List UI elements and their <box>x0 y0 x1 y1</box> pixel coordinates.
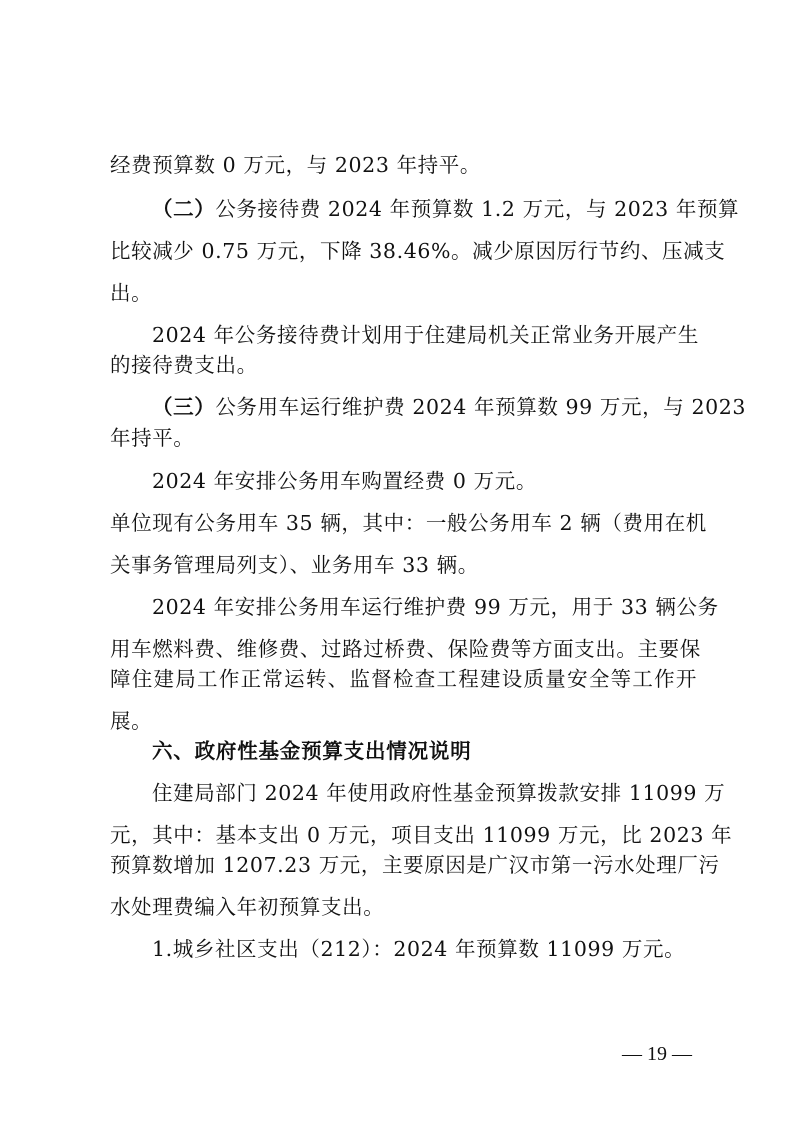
text-line-21: 1.城乡社区支出（212）：2024 年预算数 11099 万元。 <box>152 937 686 961</box>
text-line-17: 住建局部门 2024 年使用政府性基金预算拨款安排 11099 万 <box>152 781 726 805</box>
page-number: — 19 — <box>622 1043 692 1065</box>
section-marker-2: （二） <box>152 197 216 221</box>
section-marker-3: （三） <box>152 395 216 419</box>
text-line-20: 水处理费编入年初预算支出。 <box>110 895 385 919</box>
text-line-19: 预算数增加 1207.23 万元，主要原因是广汉市第一污水处理厂污 <box>110 853 720 877</box>
text-line-12: 2024 年安排公务用车运行维护费 99 万元，用于 33 辆公务 <box>152 595 719 619</box>
text-line-15: 展。 <box>110 709 153 733</box>
text-line-10: 单位现有公务用车 35 辆，其中：一般公务用车 2 辆（费用在机 <box>110 511 707 535</box>
text-line-4: 出。 <box>110 281 153 305</box>
text-line-5: 2024 年公务接待费计划用于住建局机关正常业务开展产生 <box>152 323 699 347</box>
text-line-14: 障住建局工作正常运转、监督检查工程建设质量安全等工作开 <box>110 667 697 691</box>
text-line-1: 经费预算数 0 万元，与 2023 年持平。 <box>110 153 481 177</box>
text-line-11: 关事务管理局列支）、业务用车 33 辆。 <box>110 553 479 577</box>
text-line-9: 2024 年安排公务用车购置经费 0 万元。 <box>152 469 537 493</box>
text-line-2-content: 公务接待费 2024 年预算数 1.2 万元，与 2023 年预算 <box>215 197 740 221</box>
text-line-18: 元，其中：基本支出 0 万元，项目支出 11099 万元，比 2023 年 <box>110 823 733 847</box>
text-line-8: 年持平。 <box>110 426 195 450</box>
text-line-13: 用车燃料费、维修费、过路过桥费、保险费等方面支出。主要保 <box>110 637 701 661</box>
section-heading-6: 六、政府性基金预算支出情况说明 <box>152 739 472 763</box>
text-line-7-content: 公务用车运行维护费 2024 年预算数 99 万元，与 2023 <box>215 395 747 419</box>
text-line-6: 的接待费支出。 <box>110 353 258 377</box>
text-line-2 <box>152 196 740 222</box>
text-line-3: 比较减少 0.75 万元，下降 38.46%。减少原因厉行节约、压减支 <box>110 239 726 263</box>
text-line-7 <box>152 394 747 420</box>
